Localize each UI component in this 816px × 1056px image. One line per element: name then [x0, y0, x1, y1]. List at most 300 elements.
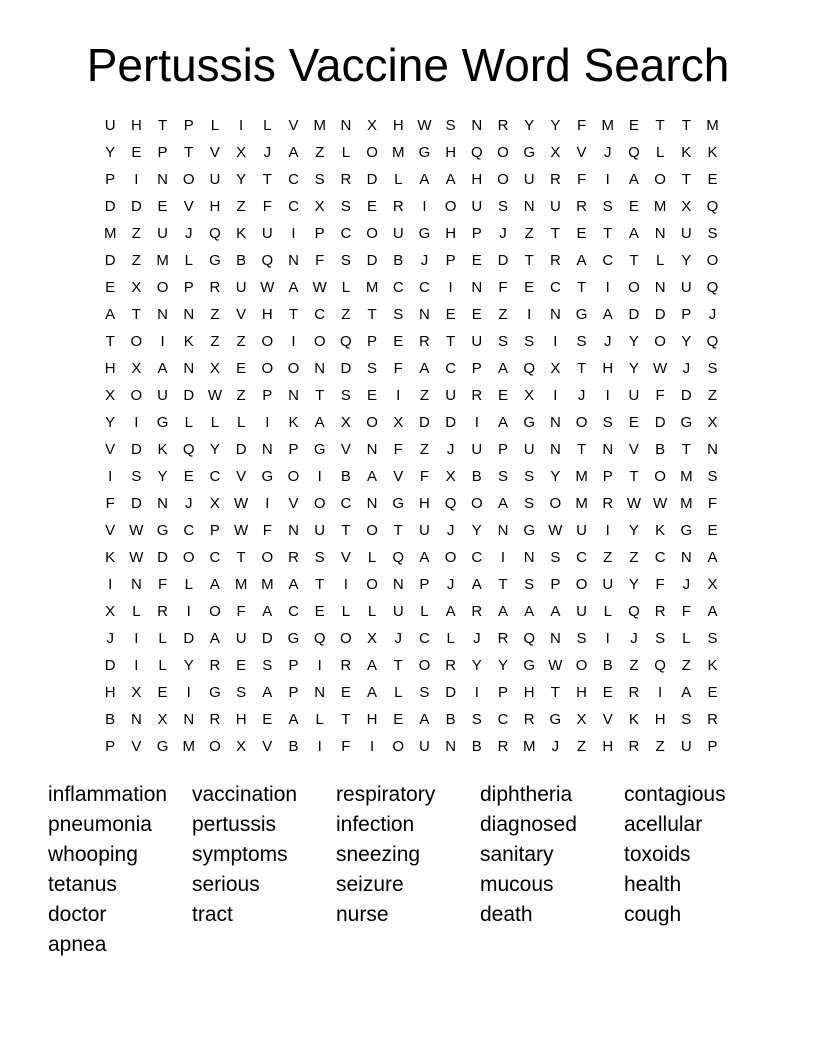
grid-letter: Y: [209, 441, 220, 458]
grid-letter: Q: [470, 144, 483, 161]
grid-letter: S: [393, 306, 404, 323]
grid-letter: T: [315, 387, 325, 404]
word-list-item: mucous: [480, 873, 554, 896]
grid-letter: G: [156, 522, 169, 539]
grid-letter: A: [262, 684, 273, 701]
grid-letter: L: [132, 603, 141, 620]
grid-letter: E: [131, 144, 142, 161]
word-list-item: sneezing: [336, 843, 421, 866]
grid-letter: L: [210, 117, 220, 134]
grid-letter: N: [157, 306, 168, 323]
grid-letter: B: [393, 252, 404, 269]
grid-letter: S: [681, 711, 692, 728]
grid-letter: S: [524, 576, 535, 593]
grid-letter: I: [265, 495, 270, 512]
grid-letter: Z: [655, 738, 665, 755]
grid-letter: A: [288, 144, 299, 161]
grid-letter: E: [236, 360, 247, 377]
grid-letter: K: [707, 144, 718, 161]
grid-letter: T: [341, 522, 351, 539]
grid-letter: N: [314, 684, 326, 701]
grid-letter: S: [707, 360, 718, 377]
grid-letter: V: [576, 144, 587, 161]
grid-letter: E: [445, 306, 456, 323]
grid-letter: C: [549, 279, 561, 296]
grid-letter: Y: [183, 657, 194, 674]
word-list-item: toxoids: [624, 843, 691, 866]
grid-letter: G: [313, 441, 326, 458]
grid-letter: U: [261, 225, 273, 242]
grid-letter: V: [340, 441, 351, 458]
grid-letter: D: [183, 630, 195, 647]
grid-letter: C: [471, 549, 483, 566]
grid-letter: U: [471, 441, 483, 458]
word-list-item: seizure: [336, 873, 404, 896]
grid-letter: H: [654, 711, 666, 728]
word-list-item: doctor: [48, 903, 107, 926]
grid-letter: V: [209, 144, 220, 161]
grid-letter: X: [576, 711, 587, 728]
grid-letter: X: [131, 360, 142, 377]
grid-letter: C: [576, 549, 587, 566]
grid-letter: M: [392, 144, 405, 161]
grid-letter: S: [524, 468, 535, 485]
grid-letter: A: [445, 603, 456, 620]
grid-letter: I: [317, 738, 322, 755]
grid-letter: H: [523, 684, 535, 701]
grid-letter: T: [576, 360, 587, 377]
grid-letter: V: [340, 549, 351, 566]
grid-letter: W: [129, 549, 144, 566]
grid-letter: U: [392, 225, 404, 242]
word-list-item: tetanus: [48, 873, 117, 896]
grid-letter: D: [130, 495, 142, 512]
grid-letter: I: [396, 387, 401, 404]
grid-letter: C: [340, 495, 352, 512]
grid-letter: D: [654, 306, 666, 323]
grid-letter: Z: [419, 387, 430, 404]
grid-letter: U: [104, 117, 116, 134]
grid-letter: Z: [210, 333, 220, 350]
grid-letter: D: [654, 414, 666, 431]
grid-letter: E: [367, 198, 378, 215]
grid-letter: E: [471, 252, 482, 269]
grid-letter: H: [576, 684, 587, 701]
grid-letter: G: [575, 306, 588, 323]
grid-letter: E: [602, 684, 613, 701]
grid-letter: B: [445, 711, 456, 728]
grid-letter: A: [288, 711, 299, 728]
grid-letter: G: [392, 495, 405, 512]
grid-letter: Z: [131, 225, 141, 242]
grid-letter: V: [105, 522, 116, 539]
grid-letter: E: [157, 198, 168, 215]
grid-letter: B: [340, 468, 351, 485]
grid-letter: A: [628, 225, 639, 242]
grid-letter: F: [707, 495, 718, 512]
grid-letter: K: [707, 657, 718, 674]
grid-letter: L: [315, 711, 324, 728]
grid-letter: E: [707, 522, 718, 539]
grid-letter: O: [575, 657, 588, 674]
grid-letter: T: [341, 711, 351, 728]
grid-letter: P: [314, 225, 325, 242]
grid-letter: D: [366, 252, 378, 269]
grid-letter: O: [156, 279, 169, 296]
grid-letter: G: [523, 522, 536, 539]
grid-letter: A: [288, 576, 299, 593]
grid-letter: D: [261, 630, 273, 647]
word-list-item: whooping: [48, 843, 138, 866]
grid-letter: K: [157, 441, 168, 458]
grid-letter: P: [419, 576, 430, 593]
grid-letter: R: [392, 198, 404, 215]
grid-letter: A: [157, 360, 168, 377]
grid-letter: Z: [707, 387, 718, 404]
grid-letter: Q: [706, 333, 719, 350]
grid-letter: T: [655, 117, 665, 134]
grid-letter: O: [366, 225, 378, 242]
grid-letter: W: [312, 279, 327, 296]
word-list-item: apnea: [48, 933, 107, 956]
grid-letter: N: [157, 495, 168, 512]
grid-letter: I: [291, 333, 296, 350]
grid-letter: O: [130, 333, 143, 350]
grid-letter: L: [655, 252, 665, 269]
grid-letter: L: [682, 630, 691, 647]
grid-letter: M: [575, 495, 588, 512]
grid-letter: A: [628, 171, 639, 188]
grid-letter: L: [210, 414, 220, 431]
grid-letter: A: [524, 603, 535, 620]
grid-letter: P: [209, 522, 220, 539]
grid-letter: Y: [105, 414, 116, 431]
grid-letter: N: [654, 225, 666, 242]
grid-letter: P: [497, 684, 508, 701]
grid-letter: T: [550, 684, 560, 701]
grid-letter: O: [366, 522, 378, 539]
grid-letter: R: [419, 333, 430, 350]
grid-letter: E: [628, 198, 639, 215]
grid-letter: R: [340, 171, 352, 188]
grid-letter: S: [655, 630, 666, 647]
grid-letter: F: [498, 279, 508, 296]
grid-letter: Q: [523, 360, 536, 377]
grid-letter: G: [287, 630, 300, 647]
grid-letter: X: [707, 414, 718, 431]
grid-letter: A: [419, 360, 430, 377]
grid-letter: E: [497, 387, 508, 404]
grid-letter: B: [288, 738, 299, 755]
grid-letter: W: [417, 117, 432, 134]
grid-letter: I: [500, 549, 506, 566]
grid-letter: O: [182, 549, 195, 566]
grid-letter: X: [681, 198, 692, 215]
grid-letter: C: [314, 306, 326, 323]
grid-letter: Q: [523, 630, 536, 647]
grid-letter: J: [577, 387, 586, 404]
grid-letter: K: [655, 522, 666, 539]
grid-letter: C: [392, 279, 404, 296]
grid-letter: Z: [236, 333, 246, 350]
grid-letter: X: [393, 414, 404, 431]
grid-letter: H: [235, 711, 247, 728]
grid-letter: I: [605, 387, 610, 404]
grid-letter: V: [236, 468, 247, 485]
grid-letter: M: [706, 117, 719, 134]
grid-letter: L: [184, 414, 193, 431]
grid-letter: N: [157, 171, 168, 188]
grid-letter: V: [602, 711, 613, 728]
grid-letter: S: [707, 468, 718, 485]
grid-letter: C: [288, 198, 299, 215]
grid-letter: U: [314, 522, 326, 539]
grid-letter: T: [681, 441, 691, 458]
grid-letter: A: [209, 576, 220, 593]
grid-letter: X: [209, 360, 220, 377]
grid-letter: A: [602, 306, 613, 323]
grid-letter: S: [576, 333, 587, 350]
grid-letter: K: [288, 414, 299, 431]
grid-letter: N: [471, 279, 483, 296]
grid-letter: R: [497, 117, 509, 134]
grid-letter: T: [262, 171, 272, 188]
grid-letter: R: [340, 657, 352, 674]
grid-letter: S: [340, 198, 351, 215]
grid-letter: P: [288, 441, 299, 458]
grid-letter: N: [523, 198, 535, 215]
grid-letter: M: [575, 468, 588, 485]
grid-letter: J: [499, 225, 507, 242]
word-list-item: infection: [336, 813, 415, 836]
grid-letter: L: [603, 603, 612, 620]
grid-letter: A: [367, 468, 378, 485]
grid-letter: V: [236, 306, 247, 323]
word-list-item: sanitary: [480, 843, 554, 866]
word-list-item: pneumonia: [48, 813, 152, 836]
grid-letter: E: [314, 603, 325, 620]
grid-letter: S: [497, 198, 508, 215]
grid-letter: Z: [315, 144, 325, 161]
grid-letter: B: [602, 657, 613, 674]
grid-letter: Z: [629, 549, 639, 566]
grid-letter: U: [419, 522, 430, 539]
grid-letter: R: [602, 495, 614, 512]
grid-letter: R: [576, 198, 587, 215]
grid-letter: P: [183, 117, 194, 134]
grid-letter: E: [183, 468, 194, 485]
grid-letter: G: [418, 144, 431, 161]
grid-letter: O: [287, 468, 300, 485]
grid-letter: L: [655, 144, 665, 161]
grid-letter: W: [626, 495, 642, 512]
grid-letter: H: [104, 684, 116, 701]
grid-letter: E: [524, 279, 535, 296]
grid-letter: W: [548, 522, 563, 539]
grid-letter: A: [497, 495, 508, 512]
grid-letter: D: [235, 441, 247, 458]
grid-letter: R: [471, 387, 483, 404]
grid-letter: A: [262, 603, 273, 620]
grid-letter: R: [497, 738, 509, 755]
grid-letter: U: [209, 171, 221, 188]
grid-letter: P: [288, 657, 299, 674]
grid-letter: I: [134, 414, 139, 431]
grid-letter: J: [446, 576, 455, 593]
grid-letter: U: [680, 225, 692, 242]
grid-letter: O: [261, 549, 274, 566]
grid-letter: Y: [628, 360, 639, 377]
grid-letter: N: [471, 117, 483, 134]
grid-letter: A: [288, 279, 299, 296]
grid-letter: N: [602, 441, 614, 458]
grid-letter: L: [394, 171, 403, 188]
word-list-item: health: [624, 873, 682, 896]
grid-letter: T: [131, 306, 141, 323]
grid-letter: O: [654, 333, 666, 350]
grid-letter: P: [497, 441, 508, 458]
grid-letter: D: [445, 414, 457, 431]
grid-letter: I: [553, 333, 558, 350]
grid-letter: B: [105, 711, 116, 728]
grid-letter: J: [473, 630, 481, 647]
grid-letter: C: [654, 549, 666, 566]
grid-letter: X: [105, 603, 116, 620]
grid-letter: N: [261, 441, 273, 458]
grid-letter: R: [445, 657, 457, 674]
grid-letter: W: [653, 495, 668, 512]
grid-letter: N: [549, 630, 561, 647]
grid-letter: V: [288, 117, 299, 134]
grid-letter: I: [369, 738, 375, 755]
grid-letter: D: [680, 387, 692, 404]
grid-letter: S: [340, 387, 351, 404]
grid-letter: T: [576, 279, 587, 296]
grid-letter: A: [707, 603, 718, 620]
grid-letter: K: [628, 711, 639, 728]
grid-letter: J: [106, 630, 114, 647]
grid-letter: D: [104, 252, 116, 269]
grid-letter: I: [134, 171, 139, 188]
grid-letter: A: [681, 684, 692, 701]
grid-letter: Z: [236, 198, 246, 215]
grid-letter: J: [708, 306, 717, 323]
grid-letter: E: [105, 279, 116, 296]
grid-letter: O: [444, 549, 457, 566]
grid-letter: F: [681, 603, 691, 620]
grid-letter: J: [446, 522, 455, 539]
grid-letter: M: [653, 198, 667, 215]
grid-letter: F: [262, 522, 272, 539]
grid-letter: X: [340, 414, 351, 431]
grid-letter: B: [655, 441, 666, 458]
grid-letter: D: [445, 684, 457, 701]
grid-letter: X: [550, 144, 561, 161]
grid-letter: P: [262, 387, 273, 404]
grid-letter: V: [393, 468, 404, 485]
grid-letter: D: [628, 306, 640, 323]
grid-letter: M: [313, 117, 326, 134]
grid-letter: E: [393, 333, 404, 350]
grid-letter: I: [317, 657, 322, 674]
grid-letter: E: [340, 684, 351, 701]
grid-letter: H: [261, 306, 273, 323]
grid-letter: O: [340, 630, 352, 647]
grid-letter: O: [575, 576, 588, 593]
grid-letter: D: [419, 414, 430, 431]
grid-letter: Q: [392, 549, 405, 566]
grid-letter: H: [445, 144, 457, 161]
grid-letter: T: [236, 549, 246, 566]
grid-letter: I: [317, 468, 322, 485]
grid-letter: G: [680, 522, 693, 539]
grid-letter: Q: [706, 279, 719, 296]
grid-letter: D: [130, 198, 142, 215]
grid-letter: L: [184, 252, 193, 269]
grid-letter: E: [471, 306, 482, 323]
grid-letter: C: [445, 360, 457, 377]
grid-letter: O: [366, 414, 378, 431]
grid-letter: S: [340, 252, 351, 269]
grid-letter: R: [209, 279, 221, 296]
grid-letter: Y: [524, 117, 535, 134]
grid-letter: L: [341, 603, 351, 620]
grid-letter: N: [680, 549, 692, 566]
grid-letter: C: [419, 279, 430, 296]
grid-letter: S: [131, 468, 142, 485]
word-list-item: inflammation: [48, 783, 168, 806]
grid-letter: A: [209, 630, 220, 647]
grid-letter: L: [263, 117, 272, 134]
grid-letter: V: [183, 198, 194, 215]
grid-letter: V: [131, 738, 142, 755]
grid-letter: U: [235, 630, 247, 647]
grid-letter: A: [497, 360, 508, 377]
grid-letter: P: [707, 738, 718, 755]
word-list-item: nurse: [336, 903, 389, 926]
grid-letter: N: [549, 414, 561, 431]
grid-letter: E: [707, 684, 718, 701]
grid-letter: N: [314, 360, 326, 377]
grid-letter: R: [471, 603, 483, 620]
grid-letter: F: [576, 171, 587, 188]
grid-letter: T: [315, 576, 325, 593]
grid-letter: A: [497, 414, 508, 431]
grid-letter: T: [157, 117, 168, 134]
grid-letter: P: [602, 468, 613, 485]
grid-letter: D: [366, 171, 378, 188]
grid-letter: I: [658, 684, 663, 701]
grid-letter: I: [134, 630, 139, 647]
grid-letter: N: [707, 441, 718, 458]
grid-letter: Q: [261, 252, 274, 269]
grid-letter: M: [365, 279, 379, 296]
grid-letter: V: [628, 441, 639, 458]
grid-letter: Q: [654, 657, 666, 674]
grid-letter: K: [681, 144, 692, 161]
grid-letter: Y: [236, 171, 247, 188]
grid-letter: U: [680, 279, 692, 296]
grid-letter: D: [130, 441, 142, 458]
grid-letter: S: [314, 549, 325, 566]
grid-letter: K: [183, 333, 194, 350]
grid-letter: G: [680, 414, 693, 431]
grid-letter: Z: [524, 225, 534, 242]
grid-letter: K: [105, 549, 116, 566]
grid-letter: H: [445, 225, 457, 242]
grid-letter: F: [262, 198, 272, 215]
grid-letter: N: [497, 522, 509, 539]
